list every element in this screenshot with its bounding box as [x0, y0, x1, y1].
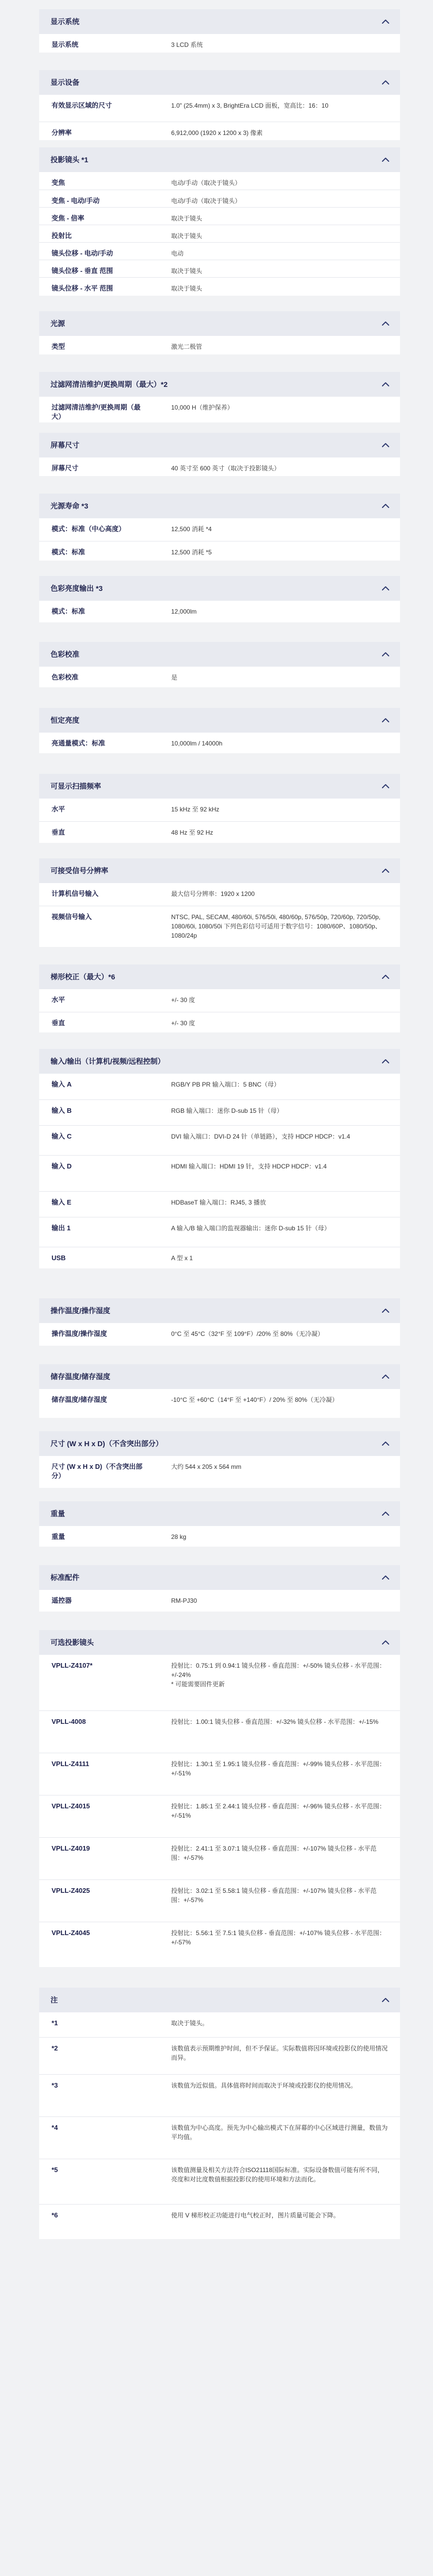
- section-title: 尺寸 (W x H x D)（不含突出部分）: [51, 1439, 163, 1448]
- section-header[interactable]: [39, 774, 400, 799]
- chevron-up-icon[interactable]: [379, 971, 392, 983]
- chevron-up-icon[interactable]: [379, 1571, 392, 1584]
- spec-row: [39, 1710, 400, 1753]
- chevron-up-icon[interactable]: [379, 1370, 392, 1383]
- spec-section: [39, 1988, 400, 2239]
- spec-label: *6: [52, 2211, 58, 2219]
- spec-row: [39, 2204, 400, 2240]
- spec-value: 0°C 至 45°C（32°F 至 109°F）/20% 至 80%（无冷凝）: [171, 1330, 324, 1337]
- spec-row: [39, 260, 400, 278]
- spec-section: [39, 642, 400, 687]
- chevron-up-icon[interactable]: [379, 1437, 392, 1450]
- spec-label: VPLL-Z4019: [52, 1844, 90, 1852]
- section-title: 投影镜头 *1: [51, 156, 89, 164]
- spec-value: RGB 输入端口：迷你 D-sub 15 针（母）: [171, 1107, 283, 1114]
- section-title: 输入/输出（计算机/视频/远程控制）: [51, 1057, 165, 1065]
- spec-label: 分辨率: [52, 129, 72, 137]
- spec-row: [39, 397, 400, 422]
- spec-row: [39, 2159, 400, 2205]
- spec-value: 取决于镜头: [171, 215, 203, 222]
- spec-label: *5: [52, 2166, 58, 2174]
- chevron-up-icon[interactable]: [379, 582, 392, 595]
- spec-label: 变焦: [52, 179, 65, 187]
- spec-row: [39, 518, 400, 541]
- spec-value: 3 LCD 系统: [171, 41, 203, 48]
- spec-label: VPLL-Z4015: [52, 1802, 90, 1810]
- section-header[interactable]: [39, 1431, 400, 1456]
- spec-row: [39, 225, 400, 243]
- spec-row: [39, 1125, 400, 1156]
- spec-row: [39, 906, 400, 947]
- spec-label: 显示系统: [52, 41, 79, 48]
- section-title: 注: [51, 1996, 58, 2004]
- spec-row: [39, 207, 400, 225]
- spec-row: [39, 1526, 400, 1547]
- spec-value: 该数值为近似值。具体值将时间而取决于环境或投影仪的使用情况。: [171, 2082, 357, 2089]
- spec-row: [39, 2012, 400, 2037]
- section-title: 梯形校正（最大）*6: [51, 973, 115, 981]
- spec-section: [39, 1431, 400, 1488]
- spec-value: 10,000 H（维护保养）: [171, 404, 234, 411]
- section-header[interactable]: [39, 494, 400, 518]
- section-header[interactable]: [39, 1364, 400, 1389]
- spec-row: [39, 1795, 400, 1838]
- spec-section: [39, 1298, 400, 1346]
- spec-label: 镜头位移 - 垂直 范围: [52, 267, 113, 275]
- chevron-up-icon[interactable]: [379, 714, 392, 726]
- chevron-up-icon[interactable]: [379, 378, 392, 391]
- section-header[interactable]: [39, 433, 400, 457]
- spec-row: [39, 2116, 400, 2159]
- spec-section: [39, 311, 400, 354]
- spec-label: 输入 D: [52, 1162, 72, 1170]
- spec-row: [39, 1456, 400, 1488]
- section-title: 过滤网清洁维护/更换周期（最大）*2: [51, 380, 168, 388]
- spec-value: 投射比：1.30:1 至 1.95:1 镜头位移 - 垂直范围：+/-99% 镜头位移 - 水平范围：+/-51%: [171, 1760, 386, 1777]
- spec-row: [39, 1099, 400, 1126]
- spec-value: 电动/手动（取决于镜头）: [171, 179, 241, 187]
- spec-row: [39, 34, 400, 53]
- spec-label: 水平: [52, 805, 65, 813]
- section-title: 储存温度/储存湿度: [51, 1372, 110, 1381]
- section-title: 恒定亮度: [51, 716, 79, 724]
- spec-value: 12,000lm: [171, 608, 197, 615]
- section-header[interactable]: [39, 1988, 400, 2012]
- section-header[interactable]: [39, 1565, 400, 1590]
- spec-row: [39, 1191, 400, 1217]
- spec-value: A 输入/B 输入端口的监视器输出：迷你 D-sub 15 针（母）: [171, 1225, 330, 1232]
- spec-value: A 型 x 1: [171, 1255, 193, 1262]
- spec-label: 遥控器: [52, 1597, 72, 1604]
- spec-label: VPLL-Z4025: [52, 1887, 90, 1894]
- spec-row: [39, 1217, 400, 1247]
- spec-value: DVI 输入端口：DVI-D 24 针（单链路），支持 HDCP HDCP：v1.4: [171, 1133, 351, 1140]
- spec-value: 激光二极管: [171, 343, 203, 350]
- spec-label: *2: [52, 2044, 58, 2052]
- spec-label: 模式：标准: [52, 548, 86, 556]
- spec-row: [39, 2074, 400, 2117]
- section-header[interactable]: [39, 1049, 400, 1074]
- chevron-up-icon[interactable]: [379, 1994, 392, 2006]
- spec-section: [39, 964, 400, 1032]
- chevron-up-icon[interactable]: [379, 1304, 392, 1317]
- spec-row: [39, 667, 400, 687]
- section-header[interactable]: [39, 576, 400, 601]
- spec-value: 12,500 消耗 *5: [171, 549, 212, 556]
- spec-label: VPLL-Z4045: [52, 1929, 90, 1937]
- section-title: 显示设备: [51, 78, 79, 87]
- spec-row: [39, 95, 400, 121]
- spec-value: 1.0" (25.4mm) x 3, BrightEra LCD 面板，宽高比：16：10: [171, 102, 329, 109]
- spec-section: [39, 1630, 400, 1967]
- spec-value: 12,500 消耗 *4: [171, 526, 212, 533]
- spec-section: [39, 774, 400, 843]
- chevron-up-icon[interactable]: [379, 780, 392, 792]
- section-header[interactable]: [39, 708, 400, 733]
- spec-value: 是: [171, 674, 178, 681]
- spec-value: 取决于镜头: [171, 285, 203, 292]
- spec-label: VPLL-Z4111: [52, 1760, 89, 1768]
- spec-label: 重量: [52, 1533, 65, 1540]
- spec-label: 输出 1: [52, 1224, 71, 1232]
- spec-row: [39, 989, 400, 1012]
- spec-label: 有效显示区域的尺寸: [52, 101, 112, 109]
- chevron-up-icon[interactable]: [379, 500, 392, 512]
- spec-label: 垂直: [52, 828, 65, 836]
- spec-row: [39, 457, 400, 476]
- spec-section: [39, 70, 400, 140]
- spec-label: 过滤网清洁维护/更换周期（最大）: [52, 403, 141, 420]
- spec-row: [39, 799, 400, 821]
- spec-label: 输入 E: [52, 1198, 72, 1206]
- section-title: 可接受信号分辨率: [51, 867, 108, 875]
- spec-row: [39, 1753, 400, 1795]
- chevron-up-icon[interactable]: [379, 439, 392, 451]
- section-title: 标准配件: [51, 1573, 79, 1582]
- spec-label: 变焦 - 电动/手动: [52, 197, 100, 205]
- spec-label: 垂直: [52, 1019, 65, 1027]
- spec-value: +/- 30 度: [171, 996, 195, 1004]
- spec-value: 该数值测量及相关方法符合ISO21118国际标准。实际设备数值可能有所不同，亮度和对比度数值根据投影仪的使用环境和方法而化。: [171, 2166, 384, 2183]
- section-header[interactable]: [39, 70, 400, 95]
- spec-value: 大约 544 x 205 x 564 mm: [171, 1463, 242, 1470]
- section-header[interactable]: [39, 372, 400, 397]
- spec-value: 取决于镜头: [171, 232, 203, 240]
- spec-section: [39, 494, 400, 561]
- spec-value: 该数值为中心高度。预先为中心输出模式下在屏幕的中心区域进行测量，数值为平均值。: [171, 2124, 388, 2141]
- spec-value: 投射比：3.02:1 至 5.58:1 镜头位移 - 垂直范围：+/-107% 镜头位移 - 水平范围：+/-57%: [171, 1887, 377, 1904]
- spec-value: 投射比：5.56:1 至 7.5:1 镜头位移 - 垂直范围：+/-107% 镜头位移 - 水平范围：+/-57%: [171, 1929, 386, 1946]
- spec-value: 该数值表示预期维护时间，但不予保证。实际数值将因环境或投影仪的使用情况而异。: [171, 2045, 388, 2061]
- chevron-up-icon[interactable]: [379, 317, 392, 330]
- spec-label: 操作温度/操作湿度: [52, 1330, 107, 1337]
- spec-value: 取决于镜头: [171, 267, 203, 275]
- chevron-up-icon[interactable]: [379, 1055, 392, 1067]
- chevron-up-icon[interactable]: [379, 1507, 392, 1520]
- spec-label: 屏幕尺寸: [52, 464, 79, 472]
- spec-value: 28 kg: [171, 1533, 187, 1540]
- spec-value: 48 Hz 至 92 Hz: [171, 829, 213, 836]
- spec-row: [39, 1247, 400, 1269]
- spec-value: RGB/Y PB PR 输入端口：5 BNC（母）: [171, 1081, 280, 1088]
- spec-label: USB: [52, 1254, 66, 1262]
- spec-label: 输入 B: [52, 1107, 72, 1114]
- section-title: 操作温度/操作湿度: [51, 1307, 110, 1315]
- spec-value: 10,000lm / 14000h: [171, 740, 223, 747]
- spec-section: [39, 9, 400, 53]
- spec-row: [39, 2037, 400, 2075]
- spec-label: 色彩校准: [52, 673, 79, 681]
- spec-label: 镜头位移 - 电动/手动: [52, 249, 113, 257]
- spec-row: [39, 336, 400, 354]
- section-header[interactable]: [39, 1630, 400, 1655]
- chevron-up-icon[interactable]: [379, 76, 392, 89]
- section-title: 色彩亮度输出 *3: [51, 584, 103, 592]
- spec-value: +/- 30 度: [171, 1020, 195, 1027]
- spec-row: [39, 1837, 400, 1880]
- section-title: 可显示扫描频率: [51, 782, 101, 790]
- section-header[interactable]: [39, 964, 400, 989]
- spec-label: 类型: [52, 343, 65, 350]
- spec-label: 尺寸 (W x H x D)（不含突出部分）: [52, 1463, 143, 1480]
- spec-label: VPLL-Z4107*: [52, 1662, 93, 1669]
- section-header[interactable]: [39, 1501, 400, 1526]
- spec-label: 亮通量模式：标准: [52, 739, 106, 747]
- section-title: 可选投影镜头: [51, 1638, 94, 1647]
- spec-section: [39, 433, 400, 476]
- spec-label: 水平: [52, 996, 65, 1004]
- spec-label: 视频信号输入: [52, 913, 92, 921]
- spec-label: 镜头位移 - 水平 范围: [52, 284, 113, 292]
- spec-row: [39, 242, 400, 260]
- spec-row: [39, 601, 400, 622]
- chevron-up-icon[interactable]: [379, 154, 392, 166]
- spec-section: [39, 372, 400, 422]
- section-header[interactable]: [39, 1298, 400, 1323]
- spec-row: [39, 1012, 400, 1033]
- spec-value: 15 kHz 至 92 kHz: [171, 806, 220, 813]
- spec-value: 40 英寸至 600 英寸（取决于投影镜头）: [171, 465, 280, 472]
- spec-row: [39, 1323, 400, 1346]
- spec-label: 投射比: [52, 232, 72, 240]
- section-header[interactable]: [39, 311, 400, 336]
- spec-value: 使用 V 梯形校正功能进行电气校正时，图片质量可能会下降。: [171, 2212, 340, 2219]
- spec-value: 电动/手动（取决于镜头）: [171, 197, 241, 205]
- spec-value: HDBaseT 输入端口：RJ45, 3 播放: [171, 1199, 266, 1206]
- chevron-up-icon[interactable]: [379, 648, 392, 660]
- spec-row: [39, 883, 400, 906]
- chevron-up-icon[interactable]: [379, 865, 392, 877]
- spec-section: [39, 1501, 400, 1547]
- section-title: 色彩校准: [51, 650, 79, 658]
- spec-label: 输入 C: [52, 1132, 72, 1140]
- spec-row: [39, 1922, 400, 1968]
- spec-row: [39, 190, 400, 208]
- spec-label: *4: [52, 2124, 58, 2131]
- spec-label: *1: [52, 2019, 58, 2027]
- spec-value: 投射比：2.41:1 至 3.07:1 镜头位移 - 垂直范围：+/-107% 镜头位移 - 水平范围：+/-57%: [171, 1845, 377, 1861]
- spec-row: [39, 1389, 400, 1418]
- spec-label: 模式：标准: [52, 607, 86, 615]
- spec-section: [39, 1565, 400, 1612]
- spec-section: [39, 708, 400, 753]
- spec-row: [39, 1074, 400, 1099]
- section-title: 重量: [51, 1510, 65, 1518]
- spec-section: [39, 1364, 400, 1418]
- spec-label: 计算机信号输入: [52, 890, 99, 897]
- spec-row: [39, 172, 400, 190]
- spec-value: 投射比：1.85:1 至 2.44:1 镜头位移 - 垂直范围：+/-96% 镜头位移 - 水平范围：+/-51%: [171, 1803, 386, 1819]
- section-header[interactable]: [39, 858, 400, 883]
- spec-value: -10°C 至 +60°C（14°F 至 +140°F）/ 20% 至 80%（无冷凝）: [171, 1396, 338, 1403]
- spec-value: 投射比：0.75:1 到 0.94:1 镜头位移 - 垂直范围：+/-50% 镜头位移 - 水平范围：+/-24% * 可能需要固件更新: [171, 1662, 386, 1688]
- section-title: 光源寿命 *3: [51, 502, 89, 510]
- spec-value: 6,912,000 (1920 x 1200 x 3) 像素: [171, 129, 263, 137]
- spec-label: *3: [52, 2081, 58, 2089]
- spec-row: [39, 821, 400, 843]
- spec-value: RM-PJ30: [171, 1597, 197, 1604]
- chevron-up-icon[interactable]: [379, 1636, 392, 1649]
- spec-value: 最大信号分辨率：1920 x 1200: [171, 890, 255, 897]
- spec-row: [39, 122, 400, 141]
- spec-label: 储存温度/储存湿度: [52, 1396, 107, 1403]
- spec-row: [39, 277, 400, 296]
- section-header[interactable]: [39, 9, 400, 34]
- spec-row: [39, 1879, 400, 1922]
- section-header[interactable]: [39, 642, 400, 667]
- spec-section: [39, 147, 400, 296]
- spec-row: [39, 1655, 400, 1710]
- spec-row: [39, 1155, 400, 1192]
- spec-value: 电动: [171, 250, 184, 257]
- spec-section: [39, 858, 400, 947]
- spec-label: 输入 A: [52, 1080, 72, 1088]
- spec-label: VPLL-4008: [52, 1718, 86, 1725]
- spec-row: [39, 1590, 400, 1612]
- section-header[interactable]: [39, 147, 400, 172]
- spec-value: HDMI 输入端口：HDMI 19 针，支持 HDCP HDCP：v1.4: [171, 1163, 327, 1170]
- spec-value: NTSC, PAL, SECAM, 480/60i, 576/50i, 480/60p, 576/50p, 720/60p, 720/50p, 1080/60i, 1080/50i 下列色彩信号可适用于数字信号：1080/60P、1080/50p、1080/24p: [171, 913, 381, 939]
- section-title: 光源: [51, 319, 65, 328]
- spec-value: 取决于镜头。: [171, 2020, 209, 2027]
- spec-row: [39, 733, 400, 753]
- spec-section: [39, 576, 400, 622]
- section-title: 屏幕尺寸: [51, 441, 79, 449]
- spec-label: 变焦 - 倍率: [52, 214, 85, 222]
- spec-row: [39, 541, 400, 561]
- spec-section: [39, 1049, 400, 1268]
- spec-value: 投射比：1.00:1 镜头位移 - 垂直范围：+/-32% 镜头位移 - 水平范围：+/-15%: [171, 1718, 379, 1725]
- section-title: 显示系统: [51, 18, 79, 26]
- chevron-up-icon[interactable]: [379, 15, 392, 28]
- spec-label: 模式：标准（中心高度）: [52, 525, 126, 533]
